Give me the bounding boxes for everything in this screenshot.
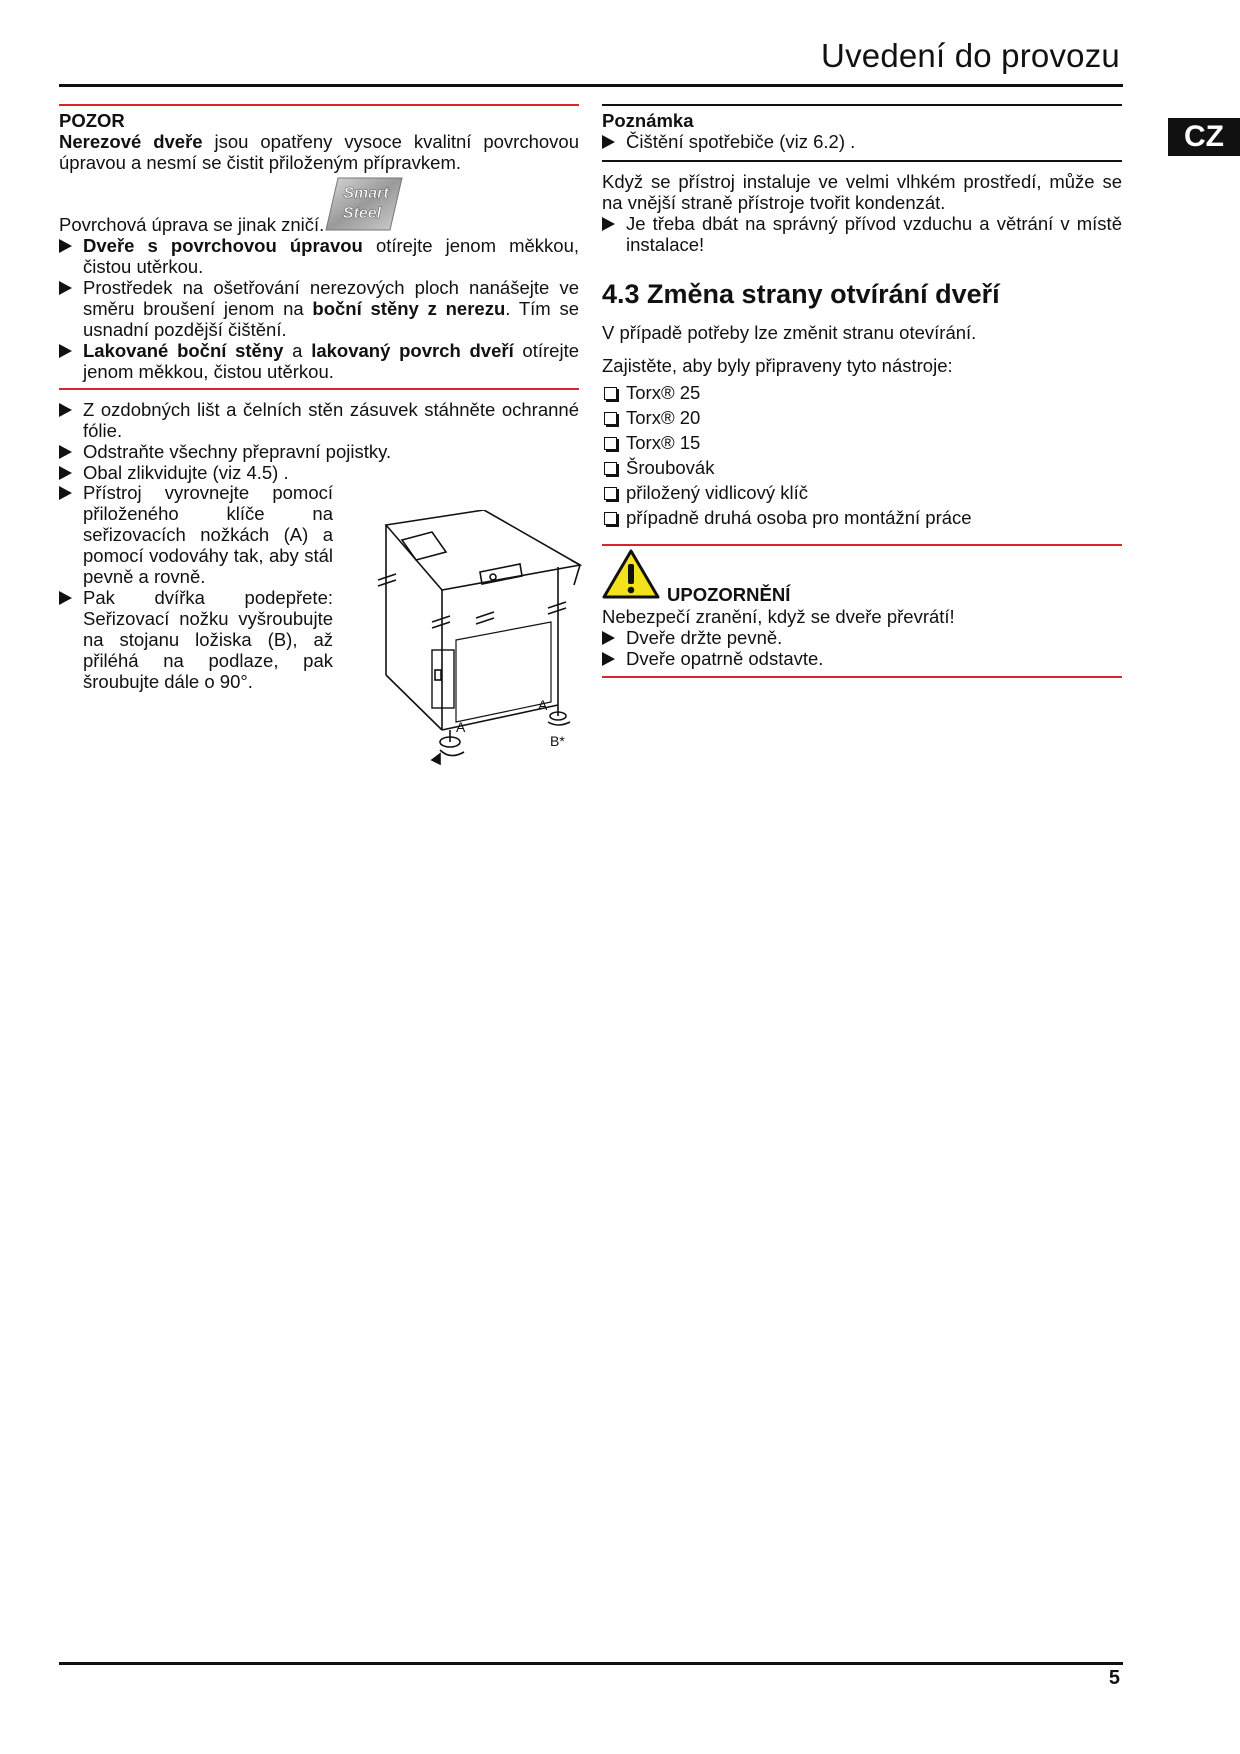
section-para-1: V případě potřeby lze změnit stranu otevírání. (602, 322, 977, 343)
step-item: Obal zlikvidujte (viz 4.5) . (59, 462, 579, 483)
warning-label: UPOZORNĚNÍ (667, 584, 791, 605)
note-box (602, 110, 1122, 152)
note-bottom-rule (602, 160, 1122, 162)
tool-list-item: případně druhá osoba pro montážní práce (602, 507, 1122, 528)
section-heading: 4.3 Změna strany otvírání dveří (602, 279, 1000, 309)
humidity-bullet: Je třeba dbát na správný přívod vzduchu a větrání v místě instalace! (602, 213, 1122, 255)
foot-label-a-left: A (456, 719, 466, 735)
pozor-intro-rest: jsou opatřeny vysoce kvalitní povrchovou úpravou a nesmí se čistit přiloženým přípravkem. (59, 131, 579, 173)
language-tab: CZ (1168, 118, 1240, 156)
bullet-triangle-icon (602, 631, 615, 645)
warning-bottom-rule (602, 676, 1122, 678)
checkbox-square-icon (604, 462, 617, 475)
note-label: Poznámka (602, 110, 694, 131)
bullet-triangle-icon (59, 466, 72, 480)
note-top-rule (602, 104, 1122, 106)
pozor-bottom-rule (59, 388, 579, 390)
foot-label-a-right: A (538, 697, 548, 713)
tool-list-item: Torx® 25 (602, 382, 1122, 403)
bullet-triangle-icon (602, 135, 615, 149)
warning-triangle-icon (602, 548, 660, 600)
bullet-item: Dveře s povrchovou úpravou otírejte jenom měkkou, čistou utěrkou. (59, 235, 579, 277)
warning-block (602, 606, 1122, 669)
bullet-triangle-icon (59, 486, 72, 500)
tool-list-item: Torx® 15 (602, 432, 1122, 453)
bullet-triangle-icon (59, 591, 72, 605)
destroy-text: Povrchová úprava se jinak zničí. (59, 214, 325, 235)
warning-top-rule (602, 544, 1122, 546)
humidity-text: Když se přístroj instaluje ve velmi vlhkém prostředí, může se na vnější straně přístroje tvořit kondenzát. (602, 171, 1122, 213)
step-item: Z ozdobných lišt a čelních stěn zásuvek stáhněte ochranné fólie. (59, 399, 579, 441)
warning-text: Nebezpečí zranění, když se dveře převrátí! (602, 606, 955, 627)
tool-list-item: přiložený vidlicový klíč (602, 482, 1122, 503)
pozor-intro-bold: Nerezové dveře (59, 131, 203, 152)
pozor-bullets (59, 214, 579, 382)
smart-steel-line1: Smart (343, 185, 389, 202)
steps-list-narrow (59, 482, 333, 692)
tool-list (602, 382, 1122, 528)
bullet-triangle-icon (59, 403, 72, 417)
step-item: Přístroj vyrovnejte pomocí přiloženého klíče na seřizovacích nožkách (A) a pomocí vodováhy tak, aby stál pevně a rovně. (59, 482, 333, 587)
bullet-triangle-icon (59, 445, 72, 459)
bullet-triangle-icon (59, 281, 72, 295)
tool-list-item: Šroubovák (602, 457, 1122, 478)
checkbox-square-icon (604, 512, 617, 525)
checkbox-square-icon (604, 412, 617, 425)
pozor-label: POZOR (59, 110, 125, 131)
pozor-box (59, 110, 579, 173)
bullet-triangle-icon (59, 239, 72, 253)
section-4-3 (602, 278, 1122, 532)
step-item: Pak dvířka podepřete: Seřizovací nožku vyšroubujte na stojanu ložiska (B), až přiléhá na podlaze, pak šroubujte dále o 90°. (59, 587, 333, 692)
warning-bullet: Dveře držte pevně. (602, 627, 1122, 648)
footer-rule (59, 1662, 1123, 1665)
header-rule (59, 84, 1123, 87)
bullet-item: Lakované boční stěny a lakovaný povrch dveří otírejte jenom měkkou, čistou utěrkou. (59, 340, 579, 382)
tool-list-item: Torx® 20 (602, 407, 1122, 428)
note-item: Čištění spotřebiče (viz 6.2) . (602, 131, 1122, 152)
checkbox-square-icon (604, 437, 617, 450)
pozor-intro (59, 131, 579, 173)
checkbox-square-icon (604, 487, 617, 500)
pozor-top-rule (59, 104, 579, 106)
section-para-2: Zajistěte, aby byly připraveny tyto nástroje: (602, 355, 953, 376)
bullet-item: Prostředek na ošetřování nerezových ploch nanášejte ve směru broušení jenom na boční stěny z nerezu. Tím se usnadní pozdější čištění. (59, 277, 579, 340)
bullet-triangle-icon (602, 217, 615, 231)
warning-bullet: Dveře opatrně odstavte. (602, 648, 1122, 669)
page-number: 5 (1108, 1667, 1120, 1689)
bullet-triangle-icon (59, 344, 72, 358)
appliance-levelling-figure (376, 510, 586, 770)
foot-label-b: B* (550, 733, 565, 749)
bullet-triangle-icon (602, 652, 615, 666)
step-item: Odstraňte všechny přepravní pojistky. (59, 441, 579, 462)
checkbox-square-icon (604, 387, 617, 400)
smart-steel-line2: Steel (342, 205, 382, 222)
humidity-block (602, 171, 1122, 255)
steps-list-top (59, 399, 579, 483)
page-title: Uvedení do provozu (821, 37, 1120, 74)
